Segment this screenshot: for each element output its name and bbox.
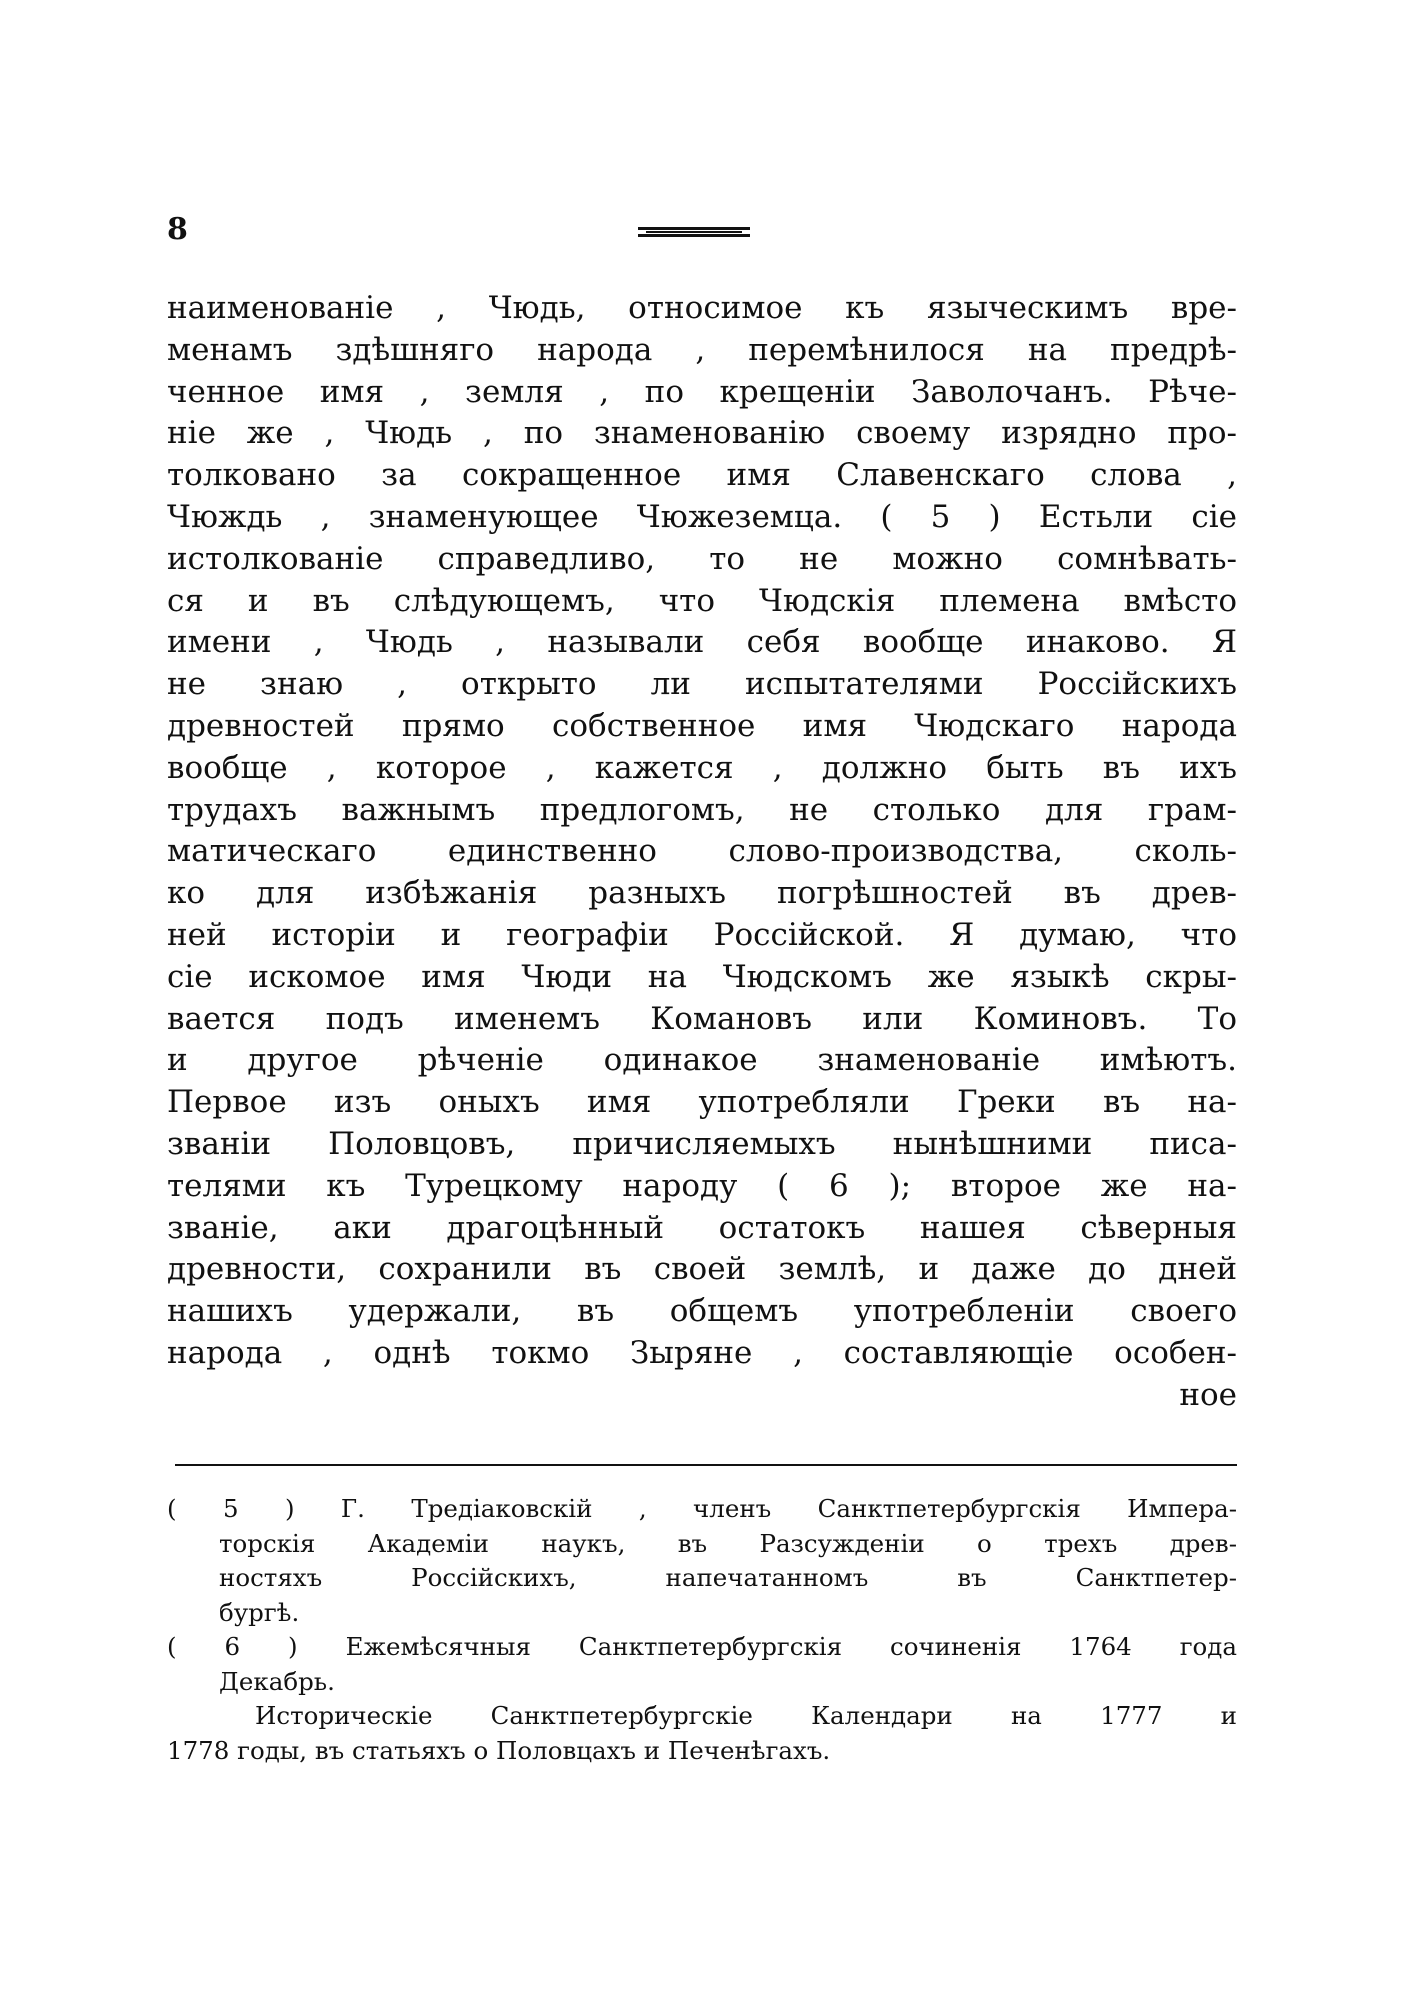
header-rule-top xyxy=(638,227,750,230)
text-line: толковано за сокращенное имя Славенскаго слова , xyxy=(167,457,1237,494)
text-line: истолкованіе справедливо, то не можно сомнѣвать- xyxy=(167,540,1237,577)
text-line: трудахъ важнымъ предлогомъ, не столько для грам- xyxy=(167,791,1237,828)
text-line: телями къ Турецкому народу ( 6 ); второе же на- xyxy=(167,1167,1237,1204)
text-line: Чюждь , знаменующее Чюжеземца. ( 5 ) Естьли сіе xyxy=(167,498,1237,535)
footnote-5-line: ностяхъ Россійскихъ, напечатанномъ въ Санктпетер- xyxy=(219,1563,1237,1592)
text-line: вается подъ именемъ Комановъ или Коминовъ. То xyxy=(167,1000,1237,1037)
text-line: матическаго единственно слово-производства, сколь- xyxy=(167,833,1237,870)
text-line: не знаю , открыто ли испытателями Россійскихъ xyxy=(167,666,1237,703)
text-line: ніе же , Чюдь , по знаменованію своему изрядно про- xyxy=(167,415,1237,452)
text-line: ся и въ слѣдующемъ, что Чюдскія племена вмѣсто xyxy=(167,582,1237,619)
text-line: ней исторіи и географіи Россійской. Я думаю, что xyxy=(167,916,1237,953)
text-line: менамъ здѣшняго народа , перемѣнилося на предрѣ- xyxy=(167,331,1237,368)
header-rule-bottom xyxy=(638,234,750,237)
footnote-5-line: бургѣ. xyxy=(219,1597,300,1627)
text-line: званіе, аки драгоцѣнный остатокъ нашея сѣверныя xyxy=(167,1209,1237,1246)
main-text-body xyxy=(167,288,1237,1417)
text-line: имени , Чюдь , называли себя вообще инаково. Я xyxy=(167,624,1237,661)
footnote-separator-rule xyxy=(175,1464,1237,1466)
footnote-6-line: 1778 годы, въ статьяхъ о Половцахъ и Печенѣгахъ. xyxy=(167,1735,831,1765)
text-line: и другое рѣченіе одинакое знаменованіе имѣютъ. xyxy=(167,1042,1237,1079)
text-line: званіи Половцовъ, причисляемыхъ нынѣшними писа- xyxy=(167,1125,1237,1162)
header-rule-middle xyxy=(646,231,742,233)
footnote-6-line: Историческіе Санктпетербургскіе Календари на 1777 и xyxy=(255,1701,1237,1730)
footnote-5-line: торскія Академіи наукъ, въ Разсужденіи о трехъ древ- xyxy=(219,1528,1237,1558)
header-ornament-rule xyxy=(638,227,750,237)
footnotes-block xyxy=(167,1492,1237,1768)
text-line: Первое изъ оныхъ имя употребляли Греки въ на- xyxy=(167,1084,1237,1121)
text-line: нашихъ удержали, въ общемъ употребленіи своего xyxy=(167,1293,1237,1330)
text-line: ченное имя , земля , по крещеніи Заволочанъ. Рѣче- xyxy=(167,373,1237,410)
footnote-6-line: Декабрь. xyxy=(219,1666,335,1696)
text-line: сіе искомое имя Чюди на Чюдскомъ же языкѣ скры- xyxy=(167,958,1237,995)
footnote-6-line: ( 6 ) Ежемѣсячныя Санктпетербургскія сочиненія 1764 года xyxy=(167,1632,1237,1661)
text-line: древностей прямо собственное имя Чюдскаго народа xyxy=(167,707,1237,744)
page-number: 8 xyxy=(167,212,188,247)
text-line: древности, сохранили въ своей землѣ, и даже до дней xyxy=(167,1251,1237,1288)
catchword: ное xyxy=(1179,1376,1237,1413)
text-line: ко для избѣжанія разныхъ погрѣшностей въ древ- xyxy=(167,875,1237,912)
text-line: народа , однѣ токмо Зыряне , составляющіе особен- xyxy=(167,1334,1237,1371)
text-line: вообще , которое , кажется , должно быть въ ихъ xyxy=(167,749,1237,786)
text-line: наименованіе , Чюдь, относимое къ языческимъ вре- xyxy=(167,290,1237,326)
footnote-5-line: ( 5 ) Г. Тредіаковскій , членъ Санктпетербургскія Импера- xyxy=(167,1494,1237,1523)
